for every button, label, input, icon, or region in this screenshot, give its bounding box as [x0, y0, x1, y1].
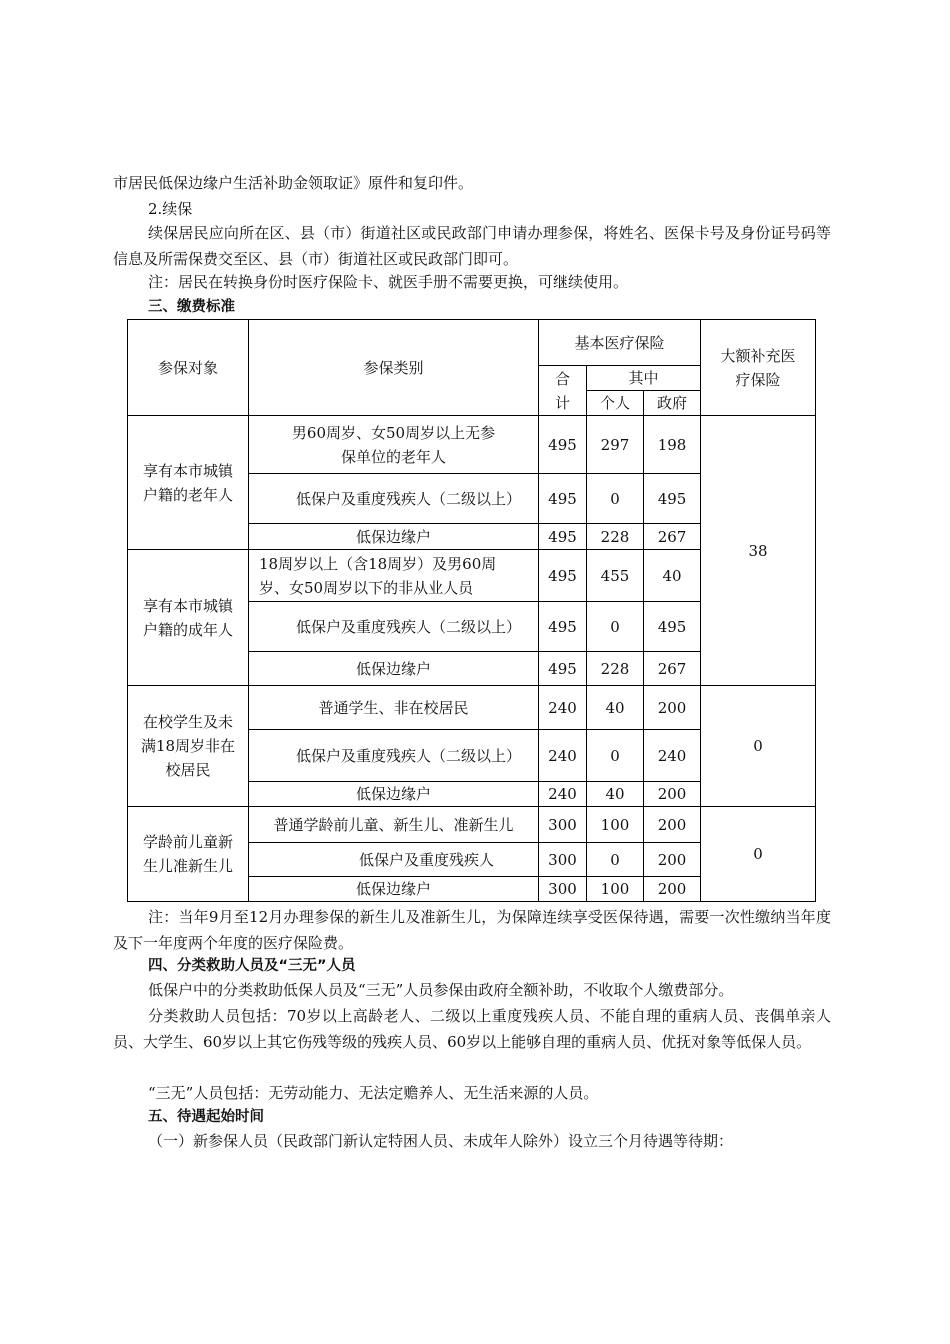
category-cell: 低保边缘户: [249, 877, 539, 902]
personal-cell: 0: [587, 730, 644, 782]
total-cell: 240: [539, 730, 587, 782]
paragraph-three-without: “三无”人员包括：无劳动能力、无法定赡养人、无生活来源的人员。: [148, 1084, 599, 1102]
personal-cell: 297: [587, 416, 644, 474]
total-cell: 240: [539, 782, 587, 807]
table-header-row: [128, 320, 816, 366]
category-cell: 低保户及重度残疾人（二级以上）: [249, 602, 539, 652]
header-government: 政府: [644, 391, 701, 416]
paragraph-waiting-period: （一）新参保人员（民政部门新认定特困人员、未成年人除外）设立三个月待遇等待期：: [148, 1132, 734, 1150]
category-cell: 低保户及重度残疾人（二级以上）: [249, 474, 539, 524]
personal-cell: 228: [587, 524, 644, 550]
category-cell: 男60周岁、女50周岁以上无参保单位的老年人: [249, 416, 539, 474]
government-cell: 200: [644, 843, 701, 877]
target-adult: 享有本市城镇户籍的成年人: [128, 550, 249, 686]
government-cell: 495: [644, 474, 701, 524]
fee-standard-table: [127, 319, 816, 902]
paragraph-full-subsidy: 低保户中的分类救助低保人员及“三无”人员参保由政府全额补助，不收取个人缴费部分。: [148, 981, 734, 999]
renew-paragraph: 续保居民应向所在区、县（市）街道社区或民政部门申请办理参保，将姓名、医保卡号及身份证号码等信息及所需保费交至区、县（市）街道社区或民政部门即可。: [113, 224, 831, 268]
table-row: [128, 416, 816, 474]
renew-heading: 2.续保: [148, 200, 193, 218]
total-cell: 495: [539, 524, 587, 550]
total-cell: 495: [539, 602, 587, 652]
personal-cell: 228: [587, 652, 644, 686]
table-row: [128, 807, 816, 843]
category-cell: 低保户及重度残疾人（二级以上）: [249, 730, 539, 782]
header-supplementary-insurance: 大额补充医疗保险: [701, 320, 816, 416]
government-cell: 200: [644, 807, 701, 843]
government-cell: 200: [644, 877, 701, 902]
government-cell: 40: [644, 550, 701, 602]
category-cell: 普通学生、非在校居民: [249, 686, 539, 730]
header-among: 其中: [587, 366, 701, 391]
target-student: 在校学生及未满18周岁非在校居民: [128, 686, 249, 807]
government-cell: 240: [644, 730, 701, 782]
category-cell: 18周岁以上（含18周岁）及男60周岁、女50周岁以下的非从业人员: [249, 550, 539, 602]
category-cell: 低保边缘户: [249, 524, 539, 550]
personal-cell: 100: [587, 877, 644, 902]
header-basic-insurance: 基本医疗保险: [539, 320, 701, 366]
header-personal: 个人: [587, 391, 644, 416]
table-row: [128, 686, 816, 730]
paragraph-assistance-list: 分类救助人员包括：70岁以上高龄老人、二级以上重度残疾人员、不能自理的重病人员、丧偶单亲人员、大学生、60岁以上其它伤残等级的残疾人员、60岁以上能够自理的重病人员、优抚对象等低保人员。: [113, 1007, 831, 1051]
supplementary-cell: 0: [701, 686, 816, 807]
header-target: 参保对象: [128, 320, 249, 416]
personal-cell: 40: [587, 686, 644, 730]
target-elderly: 享有本市城镇户籍的老年人: [128, 416, 249, 550]
note-newborn: 注：当年9月至12月办理参保的新生儿及准新生儿，为保障连续享受医保待遇，需要一次性缴纳当年度及下一年度两个年度的医疗保险费。: [113, 908, 831, 952]
personal-cell: 455: [587, 550, 644, 602]
section-heading-assistance: 四、分类救助人员及“三无”人员: [148, 958, 356, 974]
category-cell: 低保边缘户: [249, 782, 539, 807]
government-cell: 495: [644, 602, 701, 652]
total-cell: 495: [539, 416, 587, 474]
target-preschool: 学龄前儿童新生儿准新生儿: [128, 807, 249, 902]
category-cell: 普通学龄前儿童、新生儿、准新生儿: [249, 807, 539, 843]
personal-cell: 100: [587, 807, 644, 843]
government-cell: 267: [644, 524, 701, 550]
personal-cell: 40: [587, 782, 644, 807]
note-card-unchanged: 注：居民在转换身份时医疗保险卡、就医手册不需要更换，可继续使用。: [148, 273, 629, 291]
supplementary-cell: 0: [701, 807, 816, 902]
supplementary-cell: 38: [701, 416, 816, 686]
government-cell: 198: [644, 416, 701, 474]
section-heading-start-time: 五、待遇起始时间: [148, 1109, 264, 1125]
government-cell: 200: [644, 782, 701, 807]
personal-cell: 0: [587, 474, 644, 524]
total-cell: 495: [539, 550, 587, 602]
section-heading-fee-standard: 三、缴费标准: [148, 299, 235, 315]
total-cell: 495: [539, 474, 587, 524]
personal-cell: 0: [587, 602, 644, 652]
personal-cell: 0: [587, 843, 644, 877]
category-cell: 低保边缘户: [249, 652, 539, 686]
text-line-certificate: 市居民低保边缘户生活补助金领取证》原件和复印件。: [113, 174, 474, 192]
header-total: 合计: [539, 366, 587, 416]
category-cell: 低保户及重度残疾人: [249, 843, 539, 877]
total-cell: 495: [539, 652, 587, 686]
total-cell: 300: [539, 877, 587, 902]
total-cell: 300: [539, 807, 587, 843]
total-cell: 240: [539, 686, 587, 730]
government-cell: 200: [644, 686, 701, 730]
government-cell: 267: [644, 652, 701, 686]
total-cell: 300: [539, 843, 587, 877]
header-category: 参保类别: [249, 320, 539, 416]
